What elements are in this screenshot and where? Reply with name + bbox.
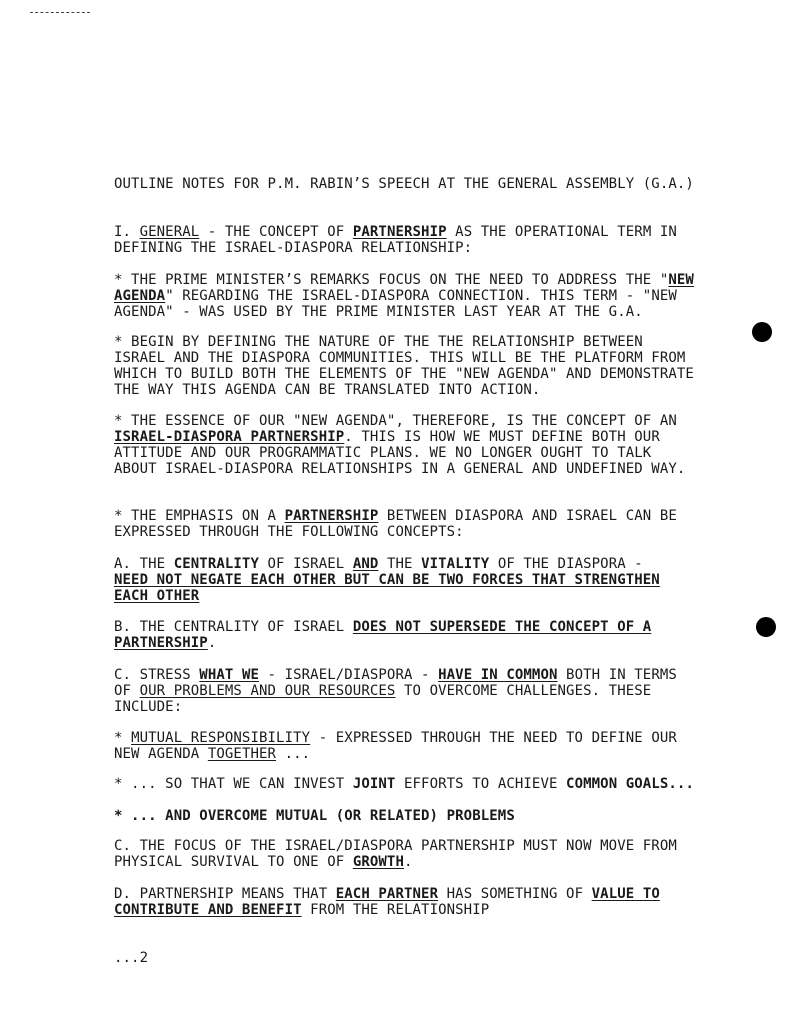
joint-emphasis: JOINT	[352, 776, 396, 792]
paragraph-line: ABOUT ISRAEL-DIASPORA RELATIONSHIPS IN A GENERAL AND UNDEFINED WAY.	[114, 461, 686, 477]
item-c-line1: C. STRESS WHAT WE - ISRAEL/DIASPORA - HAVE IN COMMON BOTH IN TERMS	[114, 667, 677, 683]
item-c-line2: OF OUR PROBLEMS AND OUR RESOURCES TO OVERCOME CHALLENGES. THESE	[114, 683, 652, 699]
header-mark	[30, 12, 90, 16]
israel-diaspora-partnership-emphasis: ISRAEL-DIASPORA PARTNERSHIP	[114, 429, 345, 445]
page-continuation: ...2	[114, 950, 149, 966]
paragraph-line: ATTITUDE AND OUR PROGRAMMATIC PLANS. WE NO LONGER OUGHT TO TALK	[114, 445, 652, 461]
paragraph-line: AGENDA" - WAS USED BY THE PRIME MINISTER LAST YEAR AT THE G.A.	[114, 304, 643, 320]
paragraph-line: * BEGIN BY DEFINING THE NATURE OF THE THE RELATIONSHIP BETWEEN	[114, 334, 643, 350]
vitality-emphasis: VITALITY	[421, 556, 490, 572]
item-c-line3: INCLUDE:	[114, 699, 183, 715]
centrality-emphasis: CENTRALITY	[173, 556, 259, 572]
each-partner-emphasis: EACH PARTNER	[335, 886, 439, 902]
numeral: I.	[114, 224, 140, 240]
paragraph-line: THE WAY THIS AGENDA CAN BE TRANSLATED INTO ACTION.	[114, 382, 541, 398]
paragraph-line: ISRAEL AND THE DIASPORA COMMUNITIES. THIS WILL BE THE PLATFORM FROM	[114, 350, 686, 366]
bullet-overcome: * ... AND OVERCOME MUTUAL (OR RELATED) PROBLEMS	[114, 808, 515, 824]
partnership-emphasis: PARTNERSHIP	[352, 224, 447, 240]
item-c2-line2: PHYSICAL SURVIVAL TO ONE OF GROWTH.	[114, 854, 413, 870]
growth-emphasis: GROWTH	[352, 854, 404, 870]
page-title: OUTLINE NOTES FOR P.M. RABIN’S SPEECH AT THE GENERAL ASSEMBLY (G.A.)	[114, 176, 694, 192]
have-in-common-emphasis: HAVE IN COMMON	[438, 667, 558, 683]
paragraph-line: ISRAEL-DIASPORA PARTNERSHIP. THIS IS HOW WE MUST DEFINE BOTH OUR	[114, 429, 660, 445]
contribute-benefit-emphasis: CONTRIBUTE AND BENEFIT	[114, 902, 302, 918]
paragraph-line: * THE EMPHASIS ON A PARTNERSHIP BETWEEN DIASPORA AND ISRAEL CAN BE	[114, 508, 677, 524]
what-we-emphasis: WHAT WE	[199, 667, 259, 683]
and-emphasis: AND	[352, 556, 379, 572]
value-to-emphasis: VALUE TO	[591, 886, 660, 902]
hole-punch-mark	[752, 322, 772, 342]
paragraph-line: * THE PRIME MINISTER’S REMARKS FOCUS ON THE NEED TO ADDRESS THE "NEW	[114, 272, 694, 288]
partnership-emphasis: PARTNERSHIP	[284, 508, 379, 524]
mutual-responsibility-emphasis: MUTUAL RESPONSIBILITY	[131, 730, 311, 746]
partnership-emphasis: PARTNERSHIP	[114, 635, 208, 651]
item-d-line2: CONTRIBUTE AND BENEFIT FROM THE RELATIONSHIP	[114, 902, 490, 918]
item-b-line1: B. THE CENTRALITY OF ISRAEL DOES NOT SUPERSEDE THE CONCEPT OF A	[114, 619, 652, 635]
item-a-line1: A. THE CENTRALITY OF ISRAEL AND THE VITALITY OF THE DIASPORA -	[114, 556, 643, 572]
new-emphasis: NEW	[668, 272, 694, 288]
general-heading: GENERAL	[139, 224, 200, 240]
item-a-line2: NEED NOT NEGATE EACH OTHER BUT CAN BE TWO FORCES THAT STRENGTHEN	[114, 572, 660, 588]
bullet-mutual-line2: NEW AGENDA TOGETHER ...	[114, 746, 311, 762]
paragraph-line: WHICH TO BUILD BOTH THE ELEMENTS OF THE "NEW AGENDA" AND DEMONSTRATE	[114, 366, 694, 382]
paragraph-line: AGENDA" REGARDING THE ISRAEL-DIASPORA CONNECTION. THIS TERM - "NEW	[114, 288, 677, 304]
section-general-line2: DEFINING THE ISRAEL-DIASPORA RELATIONSHIP:	[114, 240, 473, 256]
bullet-mutual-line1: * MUTUAL RESPONSIBILITY - EXPRESSED THROUGH THE NEED TO DEFINE OUR	[114, 730, 677, 746]
hole-punch-mark	[756, 617, 776, 637]
together-emphasis: TOGETHER	[207, 746, 277, 762]
item-c2-line1: C. THE FOCUS OF THE ISRAEL/DIASPORA PARTNERSHIP MUST NOW MOVE FROM	[114, 838, 677, 854]
paragraph-line: EXPRESSED THROUGH THE FOLLOWING CONCEPTS:	[114, 524, 464, 540]
bullet-joint: * ... SO THAT WE CAN INVEST JOINT EFFORTS TO ACHIEVE COMMON GOALS...	[114, 776, 694, 792]
common-goals-emphasis: COMMON GOALS...	[566, 776, 694, 792]
item-a-line3: EACH OTHER	[114, 588, 200, 604]
item-b-line2: PARTNERSHIP.	[114, 635, 217, 651]
supersede-emphasis: DOES NOT SUPERSEDE THE CONCEPT OF A	[352, 619, 652, 635]
item-d-line1: D. PARTNERSHIP MEANS THAT EACH PARTNER HAS SOMETHING OF VALUE TO	[114, 886, 660, 902]
paragraph-line: * THE ESSENCE OF OUR "NEW AGENDA", THEREFORE, IS THE CONCEPT OF AN	[114, 413, 677, 429]
problems-resources-emphasis: OUR PROBLEMS AND OUR RESOURCES	[139, 683, 396, 699]
section-general-line1: I. GENERAL - THE CONCEPT OF PARTNERSHIP AS THE OPERATIONAL TERM IN	[114, 224, 677, 240]
agenda-emphasis: AGENDA	[114, 288, 166, 304]
